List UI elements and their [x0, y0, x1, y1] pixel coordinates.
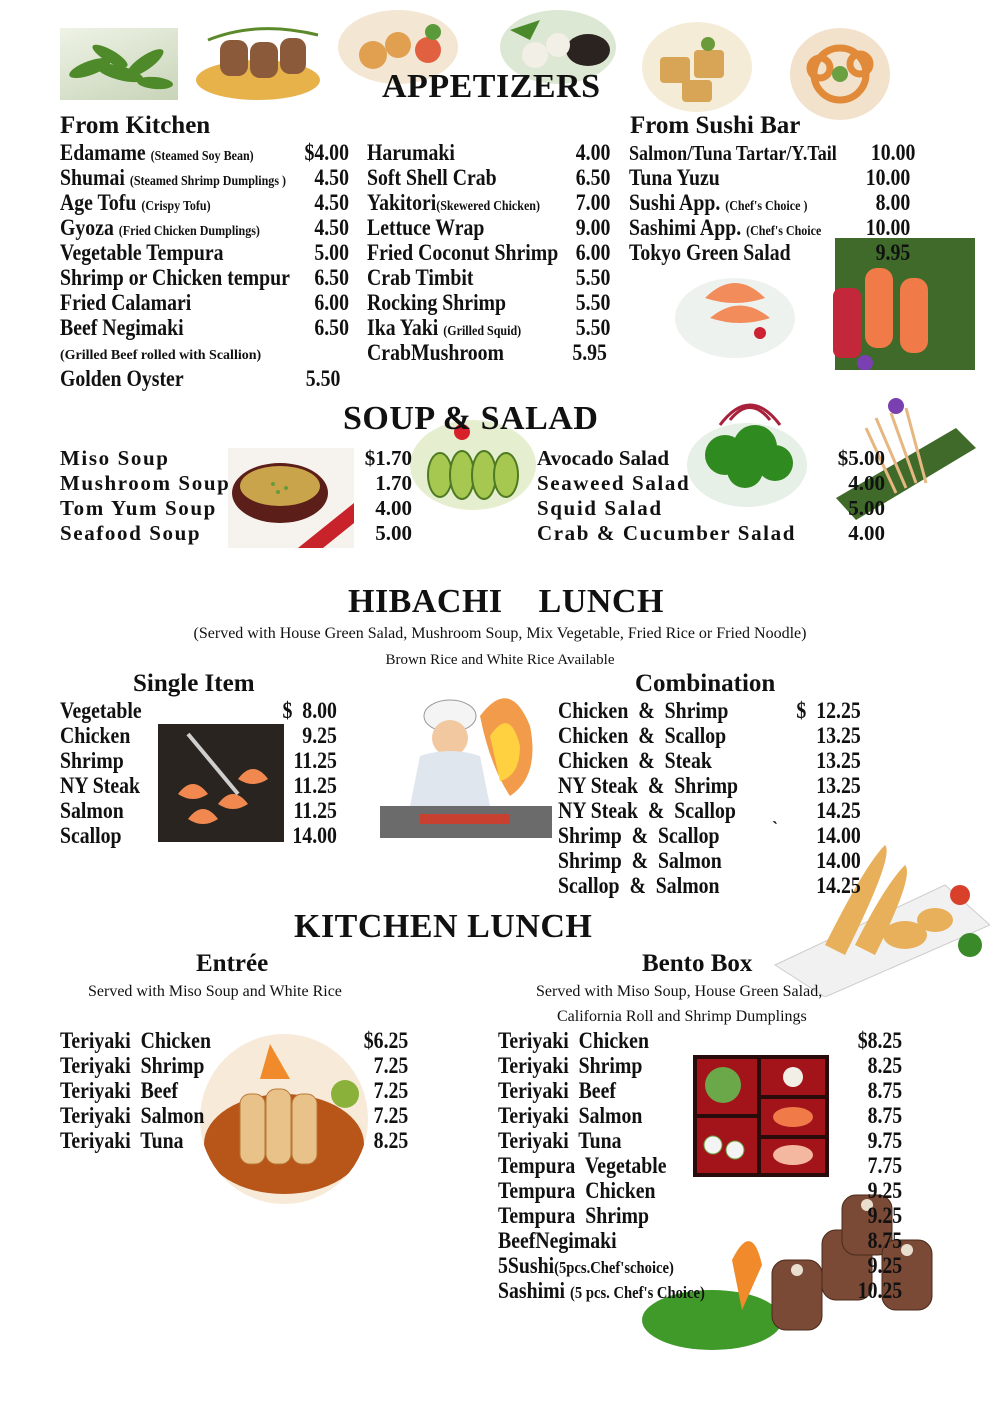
menu-item	[60, 190, 349, 215]
item-name: Tom Yum Soup	[60, 496, 217, 520]
item-price: 7.75	[867, 1153, 903, 1178]
item-price: 14.00	[816, 848, 861, 873]
item-price: 9.25	[867, 1253, 903, 1278]
negimaki-photo	[188, 20, 328, 104]
item-name: 5Sushi(5pcs.Chef'schoice)	[498, 1253, 674, 1278]
item-price: 5.50	[305, 366, 341, 391]
item-price: 13.25	[816, 723, 861, 748]
menu-item	[498, 1178, 902, 1203]
item-name: Salmon	[60, 798, 124, 823]
item-price: 8.00	[875, 190, 911, 215]
menu-item	[367, 190, 610, 215]
menu-item	[60, 215, 349, 240]
item-price: 8.25	[373, 1128, 409, 1153]
item-price: 5.50	[575, 265, 611, 290]
item-name: Edamame (Steamed Soy Bean)	[60, 140, 254, 165]
item-name: Tempura Shrimp	[498, 1203, 649, 1228]
menu-item	[60, 366, 340, 391]
chef-illustration	[380, 676, 552, 848]
item-name: Vegetable Tempura	[60, 240, 224, 265]
entree-heading: Entrée	[196, 950, 269, 977]
item-price: 4.00	[575, 140, 611, 165]
item-name: Sashimi App. (Chef's Choice	[629, 215, 822, 240]
item-price: 4.50	[314, 190, 349, 215]
menu-item	[367, 215, 610, 240]
item-price: 6.00	[575, 240, 611, 265]
menu-item	[629, 165, 910, 190]
item-name: Chicken & Scallop	[558, 723, 727, 748]
item-name: Scallop & Salmon	[558, 873, 720, 898]
combination-heading: Combination	[635, 670, 776, 697]
menu-item	[498, 1253, 902, 1278]
item-price: 9.75	[867, 1128, 903, 1153]
menu-item	[60, 1028, 408, 1053]
item-price: 9.95	[875, 240, 911, 265]
item-name: Salmon/Tuna Tartar/Y.Tail	[629, 141, 837, 165]
menu-item	[60, 1053, 408, 1078]
item-price: 8.25	[867, 1053, 903, 1078]
item-price: 6.00	[314, 290, 349, 315]
menu-item	[558, 698, 861, 723]
item-name: Scallop	[60, 823, 122, 848]
item-name: Beef Negimaki	[60, 315, 184, 340]
item-name: Teriyaki Beef	[60, 1078, 178, 1103]
item-price: $6.25	[363, 1028, 409, 1053]
item-name: BeefNegimaki	[498, 1228, 617, 1253]
item-name: Chicken & Shrimp	[558, 698, 729, 723]
menu-item	[60, 823, 337, 848]
item-name: Shrimp or Chicken tempur	[60, 265, 290, 290]
item-name: Crab & Cucumber Salad	[537, 521, 796, 545]
item-price: 13.25	[816, 748, 861, 773]
item-price: 14.25	[816, 798, 861, 823]
menu-item	[367, 240, 610, 265]
bento-note-2: California Roll and Shrimp Dumplings	[557, 1008, 807, 1025]
item-name: Soft Shell Crab	[367, 165, 497, 190]
from-kitchen-heading: From Kitchen	[60, 112, 211, 139]
menu-item	[498, 1103, 902, 1128]
item-price: 4.50	[314, 215, 349, 240]
item-name: Miso Soup	[60, 446, 170, 470]
menu-item	[558, 873, 861, 898]
menu-item	[367, 265, 610, 290]
item-price: 7.00	[575, 190, 611, 215]
item-name: Age Tofu (Crispy Tofu)	[60, 190, 211, 215]
item-price: 8.75	[867, 1078, 903, 1103]
menu-item	[558, 748, 861, 773]
item-name: Teriyaki Beef	[498, 1078, 616, 1103]
menu-item	[60, 140, 349, 165]
menu-item	[367, 290, 610, 315]
item-name: Sashimi (5 pcs. Chef's Choice)	[498, 1278, 705, 1303]
item-price: 4.00	[848, 471, 885, 495]
stray-mark: `	[772, 818, 778, 838]
item-name: Teriyaki Shrimp	[60, 1053, 205, 1078]
menu-item	[498, 1278, 902, 1303]
menu-item	[537, 471, 885, 496]
hibachi-title: HIBACHI LUNCH	[348, 583, 664, 620]
menu-item	[60, 265, 349, 290]
item-name: Mushroom Soup	[60, 471, 231, 495]
item-price: 5.95	[572, 340, 607, 365]
item-name: Ika Yaki (Grilled Squid)	[367, 315, 522, 340]
item-price: 11.25	[293, 798, 337, 823]
menu-item	[60, 471, 412, 496]
menu-item	[558, 848, 861, 873]
item-price: 14.00	[816, 823, 861, 848]
item-price: 4.50	[314, 165, 349, 190]
item-price: 8.75	[867, 1103, 903, 1128]
menu-item	[537, 446, 885, 471]
item-price: 5.00	[314, 240, 349, 265]
from-sushi-bar-heading: From Sushi Bar	[630, 112, 801, 139]
item-name: Shrimp	[60, 748, 124, 773]
item-name: Fried Coconut Shrimp	[367, 240, 559, 265]
item-price: 7.25	[373, 1053, 409, 1078]
bento-note: Served with Miso Soup, House Green Salad,	[536, 983, 823, 1000]
hibachi-rice-note: Brown Rice and White Rice Available	[385, 652, 615, 668]
negimaki-note: (Grilled Beef rolled with Scallion)	[60, 348, 262, 363]
menu-item	[60, 1078, 408, 1103]
single-item-heading: Single Item	[133, 670, 255, 697]
menu-item	[60, 798, 337, 823]
menu-item	[498, 1203, 902, 1228]
item-name: Yakitori(Skewered Chicken)	[367, 190, 541, 215]
tofu-photo	[642, 22, 752, 112]
item-price: 5.00	[375, 521, 412, 545]
appetizers-title: APPETIZERS	[382, 68, 601, 105]
item-price: 5.50	[575, 290, 611, 315]
menu-item	[537, 521, 885, 546]
menu-item	[60, 1103, 408, 1128]
item-name: Tokyo Green Salad	[629, 240, 791, 265]
menu-item	[60, 748, 337, 773]
item-price: 9.00	[575, 215, 611, 240]
item-name: Lettuce Wrap	[367, 215, 485, 240]
item-name: Sushi App. (Chef's Choice )	[629, 190, 808, 215]
menu-item	[60, 723, 337, 748]
item-name: Golden Oyster	[60, 366, 184, 391]
menu-item	[629, 190, 910, 215]
menu-item	[60, 521, 412, 546]
menu-item	[60, 240, 349, 265]
item-price: 7.25	[373, 1078, 409, 1103]
item-name: Shrimp & Salmon	[558, 848, 722, 873]
item-price: 10.00	[865, 165, 911, 190]
menu-item	[558, 773, 861, 798]
item-price: $5.00	[837, 446, 885, 470]
item-name: Rocking Shrimp	[367, 290, 507, 315]
item-name: Seafood Soup	[60, 521, 202, 545]
item-name: Tuna Yuzu	[629, 165, 720, 190]
menu-item	[498, 1078, 902, 1103]
edamame-photo	[60, 28, 178, 100]
item-name: Vegetable	[60, 698, 142, 723]
menu-item	[60, 315, 349, 340]
menu-item	[629, 240, 910, 265]
menu-item	[498, 1153, 902, 1178]
item-name: Teriyaki Tuna	[60, 1128, 184, 1153]
item-name: Teriyaki Tuna	[498, 1128, 622, 1153]
item-price: 6.50	[575, 165, 611, 190]
item-name: Avocado Salad	[537, 446, 670, 470]
item-name: NY Steak & Shrimp	[558, 773, 739, 798]
menu-item	[367, 140, 610, 165]
item-name: CrabMushroom	[367, 340, 505, 365]
item-price: 9.25	[867, 1178, 903, 1203]
item-price: 10.25	[857, 1278, 903, 1303]
item-price: $8.25	[857, 1028, 903, 1053]
menu-item	[498, 1053, 902, 1078]
hibachi-note: (Served with House Green Salad, Mushroom Soup, Mix Vegetable, Fried Rice or Fried Noodle)	[193, 625, 807, 642]
item-price: 5.50	[575, 315, 611, 340]
item-price: 13.25	[816, 773, 861, 798]
item-price: 11.25	[293, 773, 337, 798]
item-name: Seaweed Salad	[537, 471, 691, 495]
item-price: 14.25	[816, 873, 861, 898]
menu-item	[558, 823, 861, 848]
menu-item	[498, 1028, 902, 1053]
item-name: Shrimp & Scallop	[558, 823, 720, 848]
menu-item	[60, 165, 349, 190]
item-name: Tempura Vegetable	[498, 1153, 667, 1178]
item-price: 10.00	[870, 140, 916, 165]
item-price: $4.00	[304, 140, 349, 165]
item-name: Teriyaki Salmon	[60, 1103, 205, 1128]
menu-item	[60, 290, 349, 315]
bento-box-heading: Bento Box	[642, 950, 753, 977]
item-name: NY Steak	[60, 773, 141, 798]
menu-item	[498, 1128, 902, 1153]
item-name: Crab Timbit	[367, 265, 474, 290]
item-name: Teriyaki Chicken	[60, 1028, 211, 1053]
menu-item	[60, 496, 412, 521]
item-price: 6.50	[314, 265, 349, 290]
item-price: $1.70	[364, 446, 412, 470]
item-name: Harumaki	[367, 140, 455, 165]
item-name: NY Steak & Scallop	[558, 798, 736, 823]
menu-item	[629, 215, 910, 240]
menu-item	[498, 1228, 902, 1253]
soup-salad-title: SOUP & SALAD	[343, 400, 599, 437]
entree-note: Served with Miso Soup and White Rice	[88, 983, 342, 1000]
item-name: Teriyaki Shrimp	[498, 1053, 643, 1078]
item-name: Teriyaki Chicken	[498, 1028, 649, 1053]
item-name: Chicken & Steak	[558, 748, 712, 773]
menu-item	[367, 340, 607, 365]
item-price: 14.00	[292, 823, 337, 848]
menu-item	[367, 165, 610, 190]
menu-item	[60, 1128, 408, 1153]
item-price: 10.00	[865, 215, 911, 240]
item-price: 9.25	[302, 723, 337, 748]
menu-item	[558, 723, 861, 748]
item-name: Squid Salad	[537, 496, 663, 520]
kitchen-lunch-title: KITCHEN LUNCH	[294, 908, 593, 945]
item-price: 11.25	[293, 748, 337, 773]
item-price: 7.25	[373, 1103, 409, 1128]
menu-item	[367, 315, 610, 340]
item-price: 4.00	[848, 521, 885, 545]
menu-item	[558, 798, 861, 823]
item-name: Gyoza (Fried Chicken Dumplings)	[60, 215, 260, 240]
item-price: 1.70	[375, 471, 412, 495]
menu-item	[629, 140, 915, 165]
item-price: 4.00	[375, 496, 412, 520]
item-name: Fried Calamari	[60, 290, 192, 315]
item-name: Chicken	[60, 723, 131, 748]
calamari-photo	[790, 28, 890, 120]
menu-item	[60, 773, 337, 798]
item-price: $ 8.00	[282, 698, 337, 723]
item-price: 6.50	[314, 315, 349, 340]
item-price: $ 12.25	[796, 698, 861, 723]
menu-item	[60, 446, 412, 471]
item-price: 9.25	[867, 1203, 903, 1228]
menu-item	[60, 698, 337, 723]
item-name: Tempura Chicken	[498, 1178, 656, 1203]
menu-item	[537, 496, 885, 521]
item-price: 5.00	[848, 496, 885, 520]
item-name: Shumai (Steamed Shrimp Dumplings )	[60, 165, 287, 190]
item-price: 8.75	[867, 1228, 903, 1253]
item-name: Teriyaki Salmon	[498, 1103, 643, 1128]
